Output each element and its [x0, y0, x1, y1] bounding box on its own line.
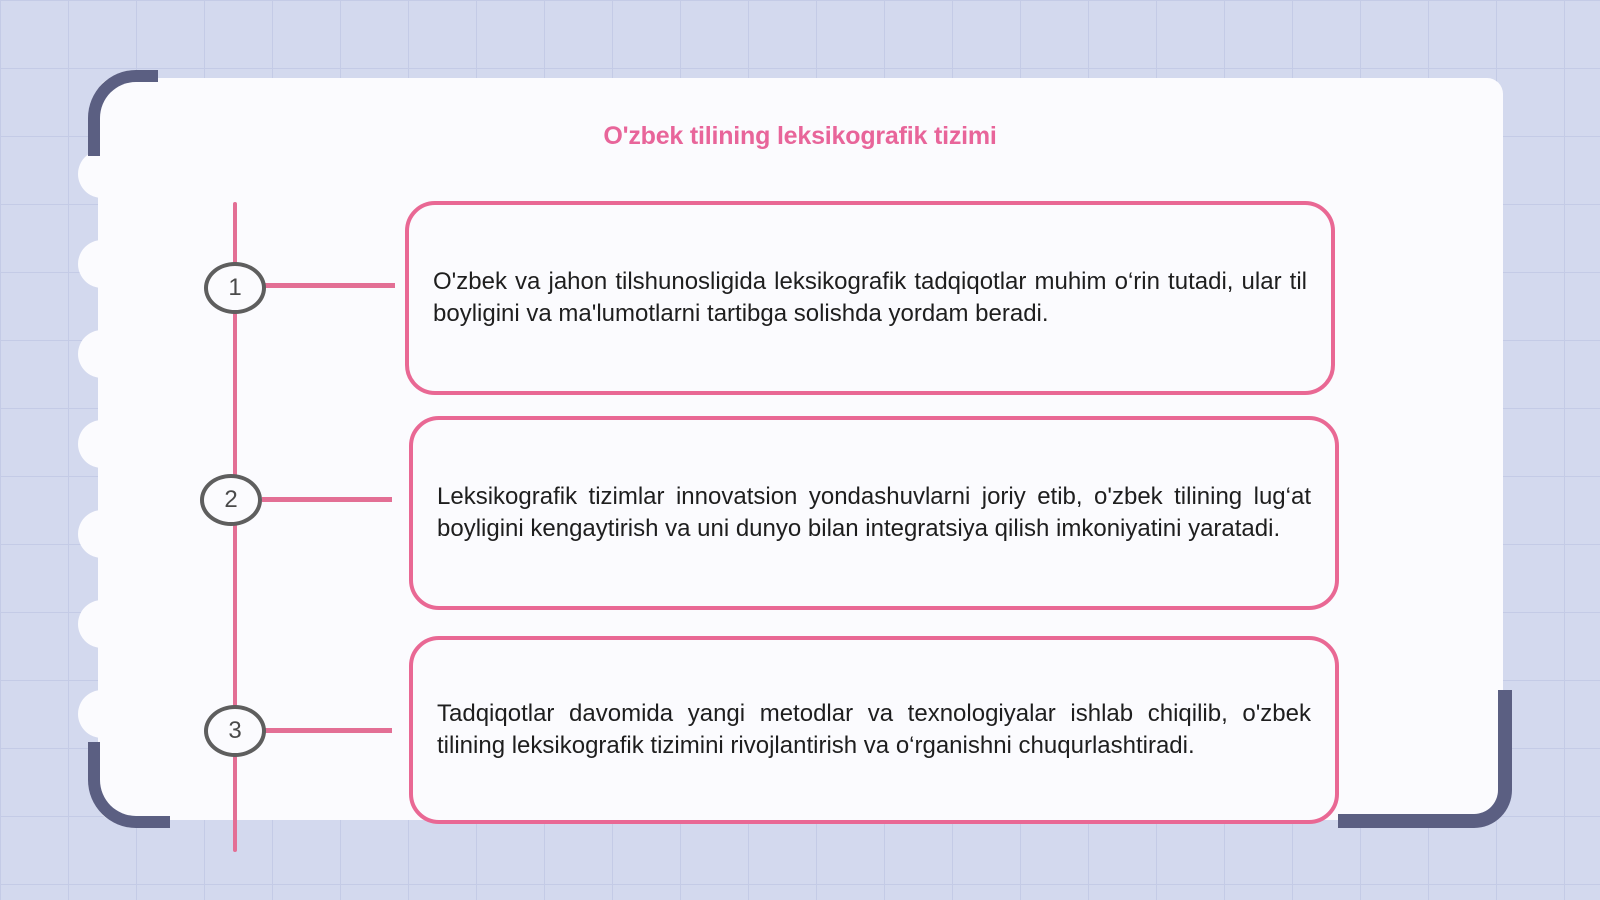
timeline-connector	[265, 728, 392, 733]
page-scallop	[78, 690, 126, 738]
step-number: 1	[228, 274, 242, 301]
step-number-circle	[204, 262, 266, 314]
timeline-connector	[265, 283, 395, 288]
frame-corner-top-left	[88, 70, 158, 156]
step-number: 3	[228, 717, 242, 744]
card-text: Tadqiqotlar davomida yangi metodlar va texnologiyalar ishlab chiqilib, o'zbek tilining leksikografik tizimini rivojlantirish va o‘rganishni chuqurlashtiradi.	[437, 700, 1311, 759]
slide-title: O'zbek tilining leksikografik tizimi	[603, 122, 997, 150]
page-scallop	[78, 240, 126, 288]
step-number-circle	[204, 705, 266, 757]
timeline-card	[409, 416, 1339, 610]
card-text: Leksikografik tizimlar innovatsion yondashuvlarni joriy etib, o'zbek tilining lug‘at boyligini kengaytirish va uni dunyo bilan integratsiya qilish imkoniyatini yaratadi.	[437, 483, 1311, 542]
frame-corner-bottom-right	[1338, 690, 1512, 828]
timeline-connector	[262, 497, 392, 502]
page-scallop	[78, 150, 126, 198]
page-scallop	[78, 330, 126, 378]
timeline-card	[405, 201, 1335, 395]
card-text: O'zbek va jahon tilshunosligida leksikografik tadqiqotlar muhim o‘rin tutadi, ular til boyligini va ma'lumotlarni tartibga solishda yordam beradi.	[433, 268, 1307, 327]
page-scallop	[78, 510, 126, 558]
frame-corner-bottom-left	[88, 742, 170, 828]
page-scallop	[78, 600, 126, 648]
page-scallop	[78, 420, 126, 468]
timeline-card	[409, 636, 1339, 824]
step-number: 2	[224, 486, 238, 513]
step-number-circle	[200, 474, 262, 526]
